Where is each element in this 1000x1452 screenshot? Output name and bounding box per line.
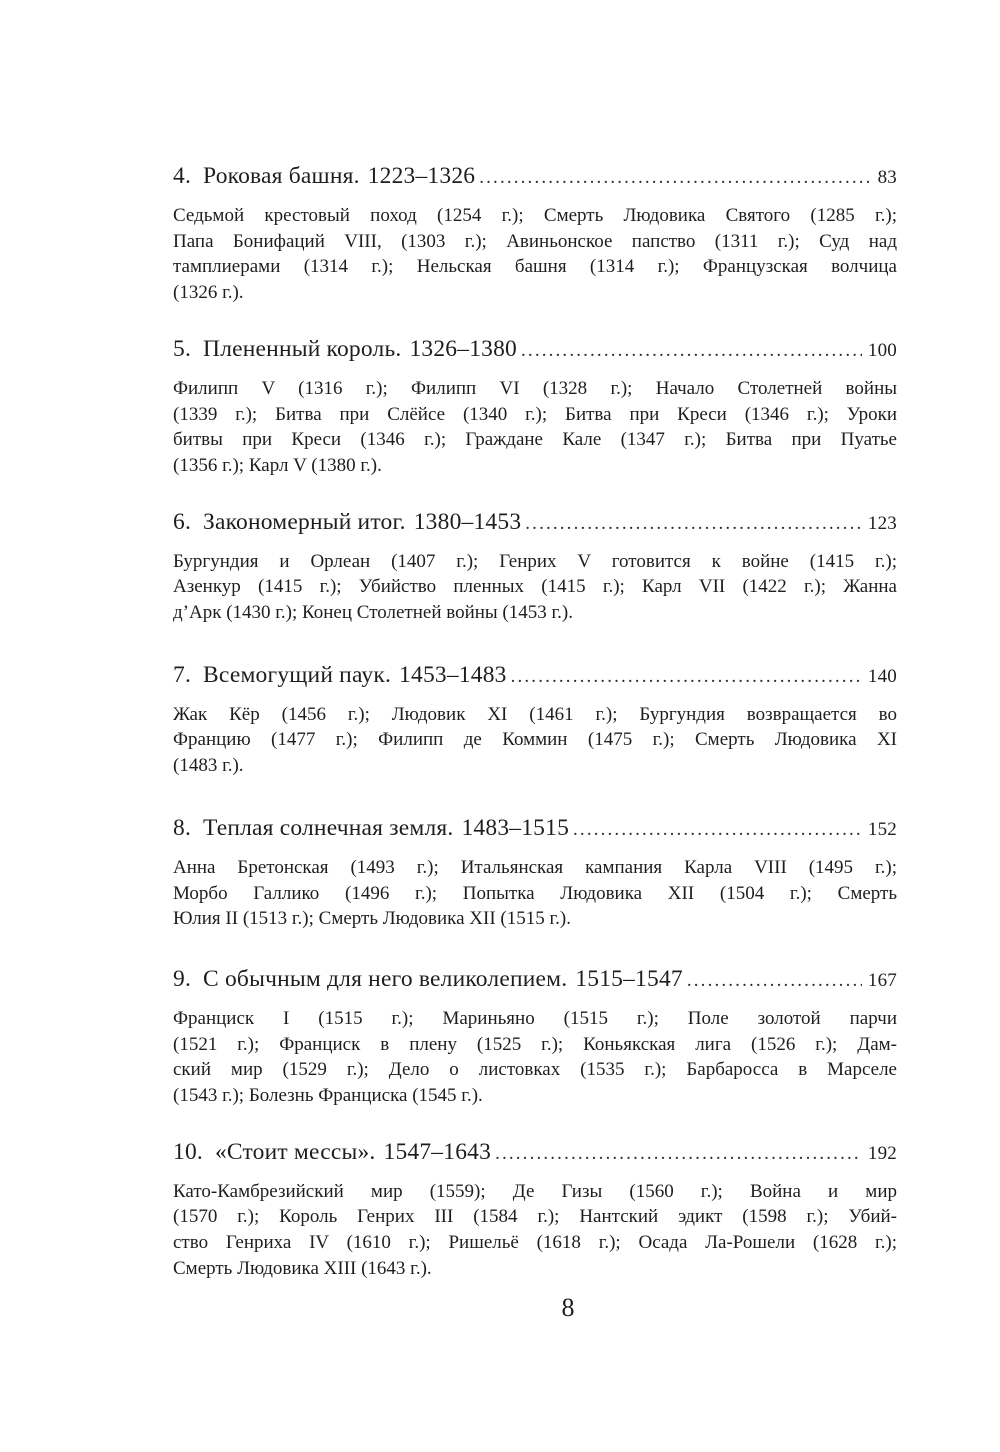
subsection-line: битвы при Креси (1346 г.); Граждане Кале (1347 г.); Битва при Пуатье <box>173 429 897 451</box>
subsection-line: Смерть Людовика XIII (1643 г.). <box>173 1257 432 1279</box>
toc-chapter-7 <box>173 656 897 779</box>
chapter-subsections <box>173 203 897 306</box>
subsection-line: Седьмой крестовый поход (1254 г.); Смерть Людовика Святого (1285 г.); <box>173 205 897 226</box>
chapter-dates: 1515–1547 <box>575 965 683 992</box>
chapter-page-number: 83 <box>877 167 897 188</box>
chapter-subsections <box>173 1006 897 1109</box>
subsection-line: Морбо Галлико (1496 г.); Попытка Людовика XII (1504 г.); Смерть <box>173 882 897 904</box>
chapter-number: 5. <box>173 335 192 362</box>
subsection-line: Като-Камбрезийский мир (1559); Де Гизы (1560 г.); Война и мир <box>173 1180 897 1202</box>
subsection-line: (1521 г.); Франциск в плену (1525 г.); Коньякская лига (1526 г.); Дам- <box>173 1033 897 1055</box>
chapter-subsections <box>173 702 897 779</box>
chapter-title: Плененный король. <box>203 335 402 362</box>
subsection-line: (1356 г.); Карл V (1380 г.). <box>173 454 382 476</box>
chapter-dates: 1326–1380 <box>409 335 518 362</box>
chapter-heading[interactable] <box>173 503 897 543</box>
chapter-subsections <box>173 376 897 479</box>
chapter-dates: 1547–1643 <box>383 1138 492 1165</box>
toc-chapter-6 <box>173 503 897 626</box>
subsection-line: (1543 г.); Болезнь Франциска (1545 г.). <box>173 1085 483 1107</box>
dot-leader <box>511 658 862 696</box>
subsection-line: Филипп V (1316 г.); Филипп VI (1328 г.); Начало Столетней войны <box>173 377 897 399</box>
chapter-page-number: 140 <box>867 665 897 687</box>
subsection-line: Анна Бретонская (1493 г.); Итальянская кампания Карла VIII (1495 г.); <box>173 856 897 878</box>
chapter-heading[interactable] <box>173 960 897 1000</box>
subsection-line: Азенкур (1415 г.); Убийство пленных (1415 г.); Карл VII (1422 г.); Жанна <box>173 576 897 598</box>
subsection-line: д’Арк (1430 г.); Конец Столетней войны (1453 г.). <box>173 602 573 624</box>
dot-leader <box>495 1135 862 1173</box>
chapter-subsections <box>173 855 897 932</box>
page-number: 8 <box>561 1293 575 1322</box>
chapter-page-number: 152 <box>867 818 897 840</box>
subsection-line: (1326 г.). <box>173 282 244 304</box>
chapter-number: 4. <box>173 163 192 189</box>
chapter-title: Роковая башня. <box>203 163 360 189</box>
subsection-line: (1339 г.); Битва при Слёйсе (1340 г.); Битва при Креси (1346 г.); Уроки <box>173 403 897 425</box>
toc-chapter-8 <box>173 809 897 932</box>
chapter-title: Всемогущий паук. <box>203 661 392 688</box>
chapter-title: «Стоит мессы». <box>214 1138 376 1165</box>
chapter-page-number: 167 <box>867 969 897 991</box>
chapter-number: 10. <box>173 1138 203 1165</box>
subsection-line: (1483 г.). <box>173 755 244 777</box>
chapter-number: 8. <box>173 814 192 841</box>
subsection-line: Папа Бонифаций VIII, (1303 г.); Авиньонское папство (1311 г.); Суд над <box>173 230 897 252</box>
chapter-title: Теплая солнечная земля. <box>203 814 454 841</box>
chapter-heading[interactable] <box>173 157 897 197</box>
subsection-line: ство Генриха IV (1610 г.); Ришельё (1618 г.); Осада Ла-Рошели (1628 г.); <box>173 1232 897 1254</box>
chapter-title: С обычным для него великолепием. <box>203 965 568 992</box>
chapter-heading[interactable] <box>173 656 897 696</box>
dot-leader <box>479 159 871 197</box>
chapter-number: 7. <box>173 661 192 688</box>
chapter-page-number: 100 <box>867 339 897 361</box>
chapter-dates: 1453–1483 <box>399 661 507 688</box>
chapter-heading[interactable] <box>173 330 897 370</box>
subsection-line: Францию (1477 г.); Филипп де Коммин (1475 г.); Смерть Людовика XI <box>173 729 897 751</box>
chapter-number: 6. <box>173 508 192 535</box>
subsection-line: тамплиерами (1314 г.); Нельская башня (1314 г.); Французская волчица <box>173 256 897 278</box>
chapter-heading[interactable] <box>173 809 897 849</box>
dot-leader <box>525 505 862 543</box>
chapter-dates: 1483–1515 <box>461 814 570 841</box>
chapter-page-number: 123 <box>867 512 897 534</box>
dot-leader <box>573 811 862 849</box>
subsection-line: Юлия II (1513 г.); Смерть Людовика XII (1515 г.). <box>173 908 571 930</box>
toc-chapter-5 <box>173 330 897 479</box>
chapter-dates: 1223–1326 <box>367 163 476 189</box>
chapter-subsections <box>173 549 897 626</box>
subsection-line: ский мир (1529 г.); Дело о листовках (1535 г.); Барбаросса в Марселе <box>173 1059 897 1081</box>
toc-chapter-10 <box>173 1133 897 1282</box>
subsection-line: Бургундия и Орлеан (1407 г.); Генрих V готовится к войне (1415 г.); <box>173 550 897 572</box>
chapter-subsections <box>173 1179 897 1282</box>
subsection-line: Жак Кёр (1456 г.); Людовик XI (1461 г.); Бургундия возвращается во <box>173 703 897 725</box>
dot-leader <box>687 962 862 1000</box>
chapter-dates: 1380–1453 <box>413 508 522 535</box>
dot-leader <box>521 332 862 370</box>
chapter-page-number: 192 <box>867 1142 897 1164</box>
toc-chapter-4 <box>173 157 897 306</box>
chapter-heading[interactable] <box>173 1133 897 1173</box>
subsection-line: Франциск I (1515 г.); Мариньяно (1515 г.); Поле золотой парчи <box>173 1007 897 1029</box>
chapter-title: Закономерный итог. <box>203 508 406 535</box>
chapter-number: 9. <box>173 965 192 992</box>
table-of-contents <box>173 157 897 1282</box>
subsection-line: (1570 г.); Король Генрих III (1584 г.); Нантский эдикт (1598 г.); Убий- <box>173 1206 897 1228</box>
toc-chapter-9 <box>173 960 897 1109</box>
